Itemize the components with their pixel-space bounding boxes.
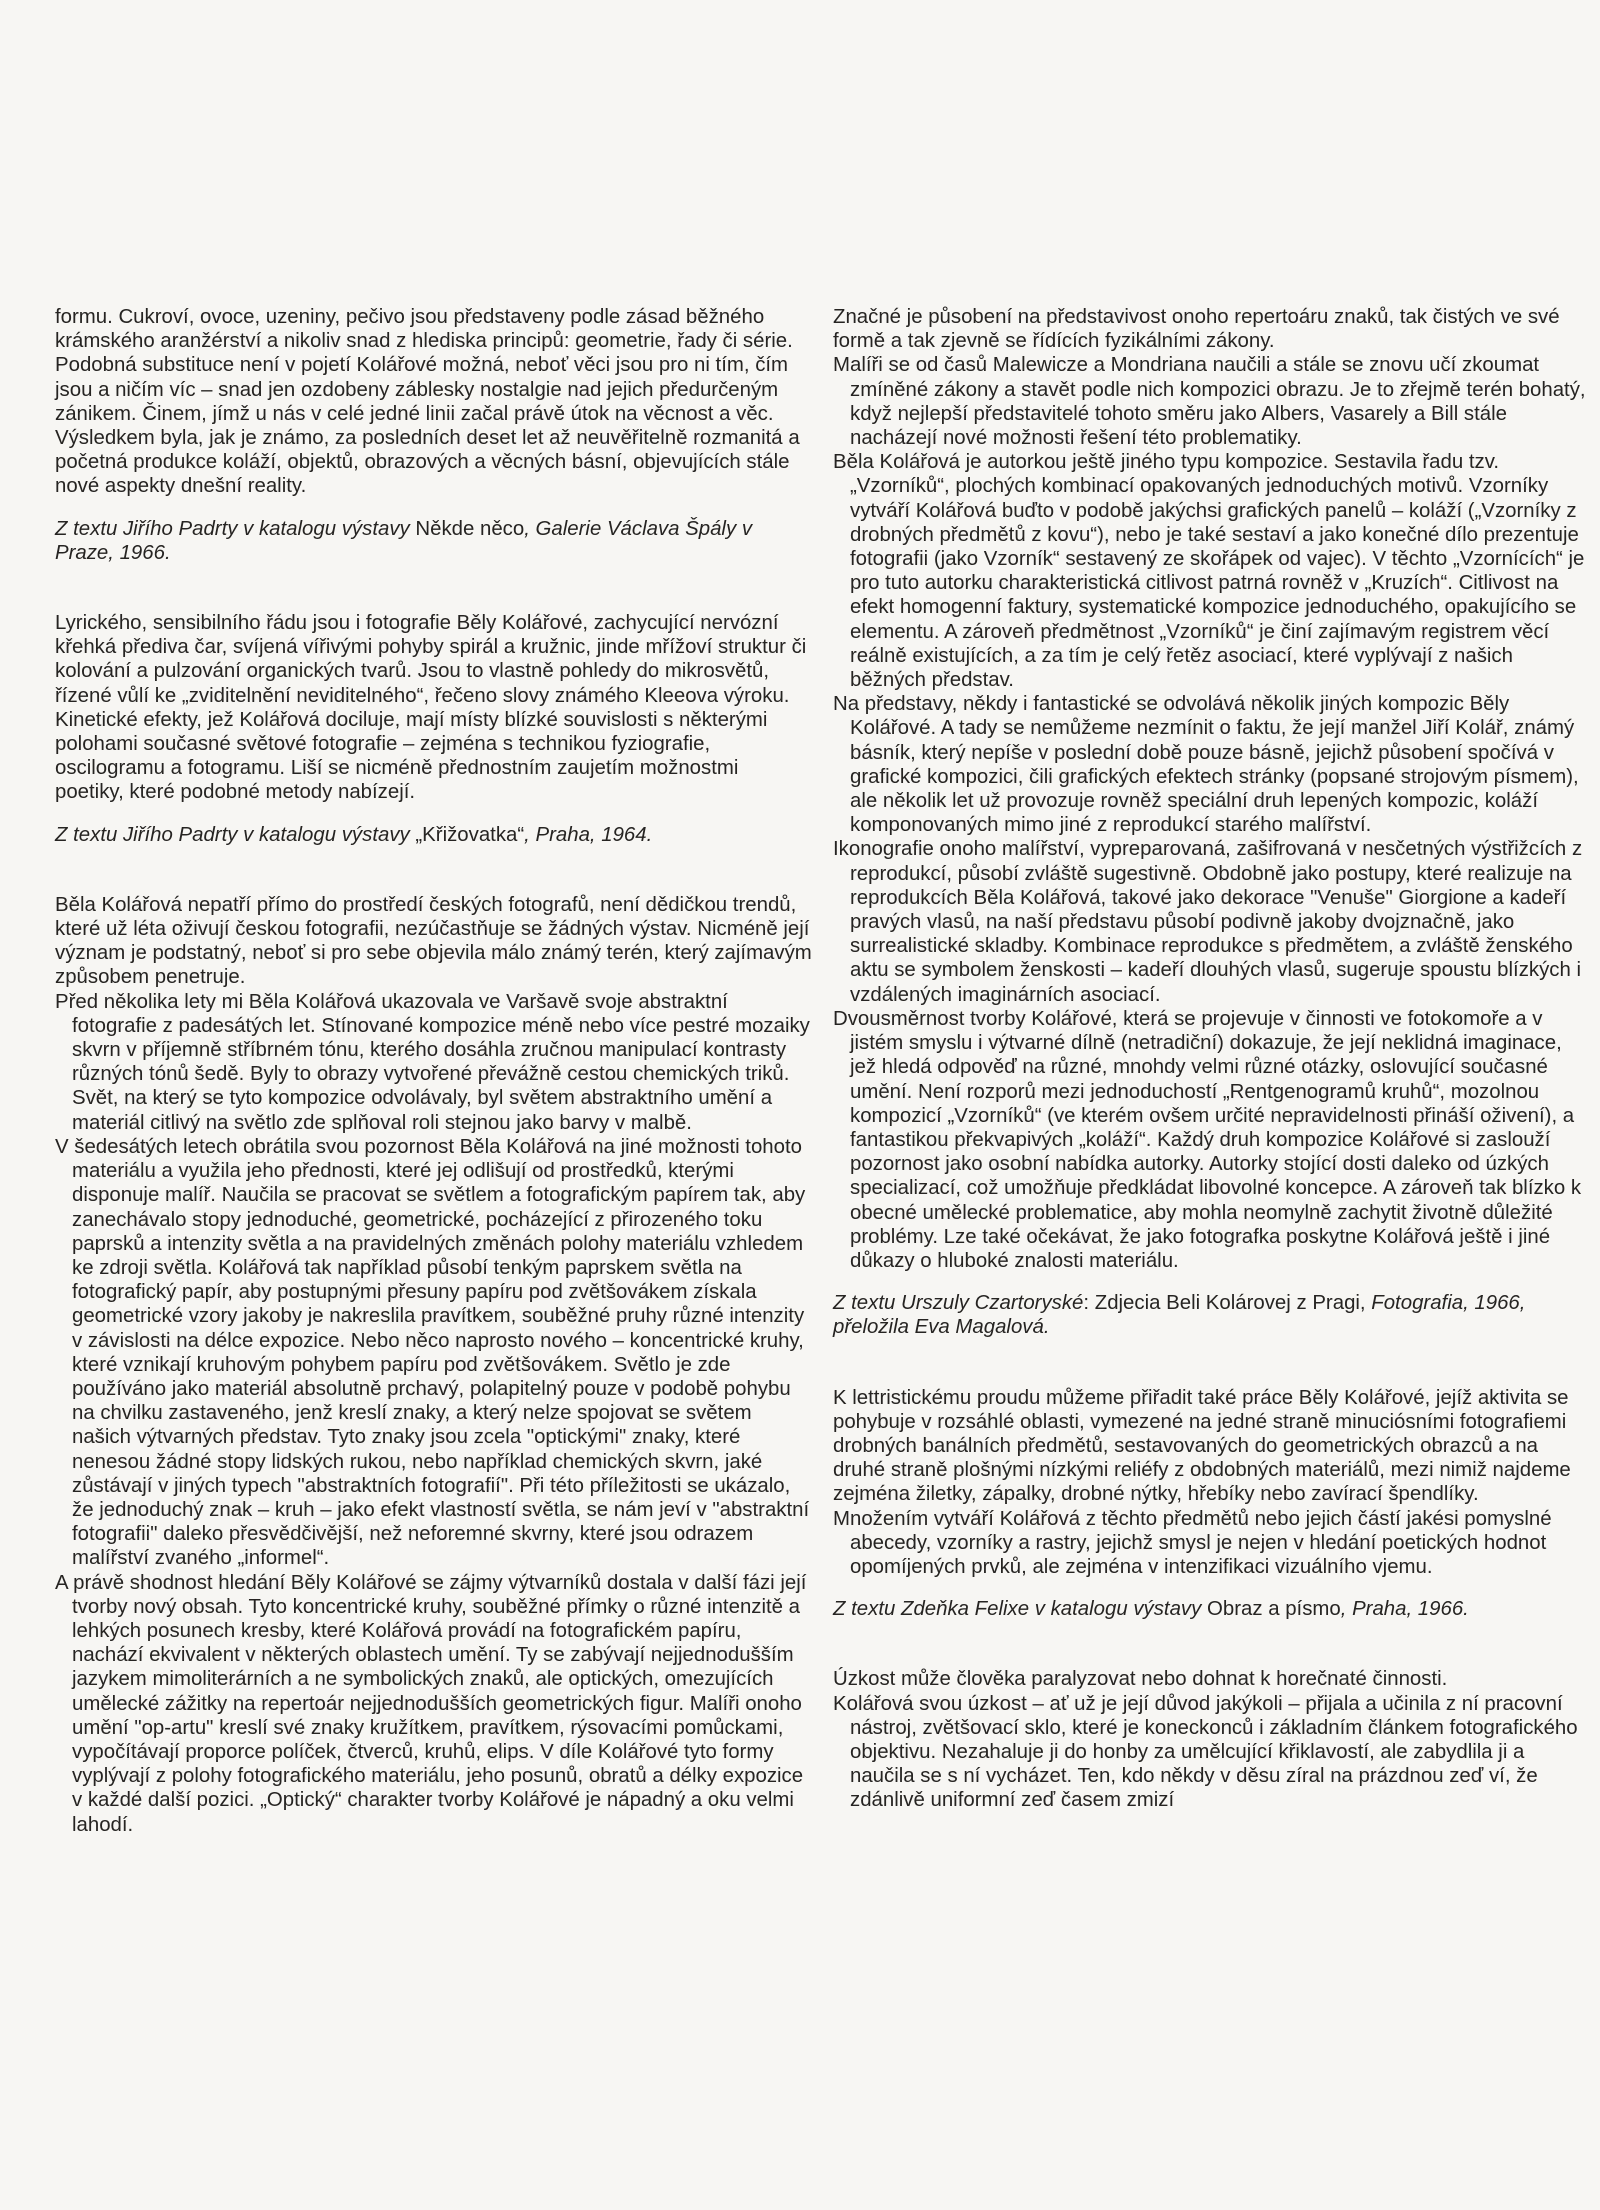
paragraph: Na představy, někdy i fantastické se odvolává několik jiných kompozic Běly Kolářové. A tady se nemůžeme nezmínit o faktu, že její manžel Jiří Kolář, známý básník, který nepíše v poslední době pouze básně, jejichž působení spočívá v grafické kompozici, čili grafických efektech stránky (popsané strojovým písmem), ale několik let už provozuje rovněž speciální druh lepených kompozic, koláží komponovaných mimo jiné z reprodukcí starého malířství. [833, 693, 1579, 837]
paragraph: Kolářová svou úzkost – ať už je její důvod jakýkoli – přijala a učinila z ní pracovní nástroj, zvětšovací sklo, které je koneckonců i základním článkem fotografického objektivu. Nezahaluje ji do honby za umělcující křiklavostí, ale zabydlila ji a naučila se s ní vycházet. Ten, kdo někdy v děsu zíral na prázdnou zeď ví, že zdánlivě uniformní zeď časem zmizí [833, 1692, 1578, 1812]
citation-pre: Z textu Urszuly Czartoryské [833, 1292, 1084, 1315]
citation-post: , Praha, 1966. [1340, 1598, 1469, 1621]
paragraph: Malíři se od časů Malewicze a Mondriana naučili a stále se znovu učí zkoumat zmíněné zákony a stavět podle nich kompozici obrazu. Je to zřejmě terén bohatý, když nejlepší představitelé tohoto směru jako Albers, Vasarely a Bill stále nacházejí nové možnosti řešení této problematiky. [833, 354, 1586, 450]
paragraph: A právě shodnost hledání Běly Kolářové se zájmy výtvarníků dostala v další fázi její tvorby nový obsah. Tyto koncentrické kruhy, souběžné přímky o různé intenzitě a lehkých posunech kresby, které Kolářová provádí na fotografickém papíru, nachází ekvivalent v některých oblastech umění. Ty se zabývají nejjednodušším jazykem mimoliterárních a ne symbolických znaků, ale optických, omezujících umělecké zážitky na repertoár nejjednodušších geometrických figur. Malíři onoho umění "op-artu" kreslí své znaky kružítkem, pravítkem, rýsovacími pomůckami, vypočítávají proporce políček, čtverců, kruhů, elips. V díle Kolářové tyto formy vyplývají z polohy fotografického materiálu, jeho posunů, obratů a délky expozice v každé další pozici. „Optický“ charakter tvorby Kolářové je nápadný a oku velmi lahodí. [55, 1571, 807, 1836]
citation-pre: Z textu Jiřího Padrty v katalogu výstavy [55, 517, 416, 540]
citation-post: Fotografia, 1966, přeložila Eva Magalová. [833, 1292, 1526, 1339]
text-block-2 [833, 1386, 1591, 1580]
citation [55, 517, 812, 565]
citation-title: „Křižovatka“ [415, 823, 525, 846]
citation-post: , Galerie Václava Špály v Praze, 1966. [55, 517, 753, 564]
paragraph: Lyrického, sensibilního řádu jsou i fotografie Běly Kolářové, zachycující nervózní křehká předivа čar, svíjená vířivými pohyby spirál a kružnic, jinde mřížoví struktur či kolování a pulzování organických tvarů. Jsou to vlastně pohledy do mikrosvětů, řízené vůlí ke „zviditelnění neviditelného“, řečeno slovy známého Kleeova výroku. Kinetické efekty, jež Kolářová dociluje, mají místy blízké souvislosti s některými polohami současné světové fotografie – zejména s technikou fyziografie, oscilogramu a fotogramu. Liší se nicméně přednostním zaujetím možnostmi poetiky, které podobné metody nabízejí. [55, 612, 807, 804]
paragraph: Ikonografie onoho malířství, vypreparovaná, zašifrovaná v nesčetných výstřižcích z reprodukcí, působí zvláště sugestivně. Obdobně jako postupy, které realizuje na reprodukcích Běla Kolářová, takové jako dekorace "Venuše" Giorgione a kadeří pravých vlasů, na naší představu působí podivně jakoby dvojznačně, jako surrealistické skladby. Kombinace reprodukce s předmětem, a zvláště ženského aktu se symbolem ženskosti – kadeří dlouhých vlasů, sugeruje spoustu blízkých i vzdálených imaginárních asociací. [833, 838, 1583, 1006]
citation [833, 1291, 1591, 1339]
paragraph: Úzkost může člověka paralyzovat nebo dohnat k horečnaté činnosti. [833, 1668, 1448, 1691]
citation-title: : Zdjecia Beli Kolárovej z Pragi, [1083, 1292, 1372, 1315]
text-block-1 [833, 305, 1591, 1273]
text-block-3 [833, 1667, 1591, 1812]
citation-post: , Praha, 1964. [524, 823, 653, 846]
paragraph: Značné je působení na představivost onoho repertoáru znaků, tak čistých ve své formě a tak zjevně se řídících fyzikálními zákony. [833, 306, 1560, 353]
right-column [833, 305, 1591, 1813]
text-block-1 [55, 305, 812, 499]
citation-title: Obraz a písmo [1207, 1598, 1341, 1621]
citation-title: Někde něco [415, 517, 525, 540]
citation-pre: Z textu Zdeňka Felixe v katalogu výstavy [833, 1598, 1207, 1621]
paragraph: Běla Kolářová je autorkou ještě jiného typu kompozice. Sestavila řadu tzv. „Vzorníků“, plochých kombinací opakovaných jednoduchých motivů. Vzorníky vytváří Kolářová buďto v podobě jakýchsi grafických panelů – koláží („Vzorníky z drobných předmětů z kovu“), nebo je také sestaví a jako konečné dílo prezentuje fotografii (jako Vzorník“ sestavený ze skořápek od vajec). V těchto „Vzornících“ je pro tuto autorku charakteristická citlivost patrná rovněž v „Kruzích“. Citlivost na efekt homogenní faktury, systematické kompozice jednoduchého, opakujícího se elementu. A zároveň předmětnost „Vzorníků“ je činí zajímavým registrem věcí reálně existujících, a za tím je celý řetěz asociací, které vyplývají z našich běžných představ. [833, 451, 1585, 692]
citation-pre: Z textu Jiřího Padrty v katalogu výstavy [55, 823, 416, 846]
paragraph: Běla Kolářová nepatří přímo do prostředí českých fotografů, není dědičkou trendů, které už léta oživují českou fotografii, nezúčastňuje se žádných výstav. Nicméně její význam je podstatný, neboť si pro sebe objevila málo známý terén, který zajímavým způsobem penetruje. [55, 893, 812, 989]
text-block-3 [55, 893, 812, 1837]
paragraph: Dvousměrnost tvorby Kolářové, která se projevuje v činnosti ve fotokomoře a v jistém smyslu i výtvarné dílně (netradiční) dokazuje, že její neklidná imaginace, jež hledá odpověď na různé, mnohdy velmi různé otázky, oslovující současné umění. Není rozporů mezi jednoduchostí „Rentgenogramů kruhů“, mozolnou kompozicí „Vzorníků“ (ve kterém ovšem určité nepravidelnosti přináší oživení), a fantastikou překvapivých „koláží“. Každý druh kompozice Kolářové si zaslouží pozornost jako osobní nabídka autorky. Autorky stojící dosti daleko od úzkých specializací, což umožňuje předkládat libovolné koncepce. A zároveň tak blízko k obecné umělecké problematice, aby mohla neomylně zachytit životně důležité problémy. Lze také očekávat, že jako fotografka poskytne Kolářová ještě i jiné důkazy o hluboké znalosti materiálu. [833, 1007, 1582, 1272]
paragraph: Množením vytváří Kolářová z těchto předmětů nebo jejich částí jakési pomyslné abecedy, vzorníky a rastry, jejichž smysl je nejen v hledání poetických hodnot opomíjených prvků, ale zejména v intenzifikaci vizuálního vjemu. [833, 1507, 1552, 1578]
paragraph: Před několika lety mi Běla Kolářová ukazovala ve Varšavě svoje abstraktní fotografie z padesátých let. Stínované kompozice méně nebo více pestré mozaiky skvrn v příjemně stříbrném tónu, kterého dosáhla zručnou manipulací kontrasty různých tónů šedě. Byly to obrazy vytvořené převážně cestou chemických triků. Svět, na který se tyto kompozice odvolávaly, byl světem abstraktního umění a materiál citlivý na světlo zde splňoval roli stejnou jako barvy v malbě. [55, 990, 810, 1134]
paragraph: V šedesátých letech obrátila svou pozornost Běla Kolářová na jiné možnosti tohoto materiálu a využila jeho přednosti, které jej odlišují od prostředků, kterými disponuje malíř. Naučila se pracovat se světlem a fotografickým papírem tak, aby zanechávalo stopy jednoduché, geometrické, pocházející z přirozeného toku paprsků a intenzity světla a na pravidelných změnách polohy materiálu vzhledem ke zdroji světla. Kolářová tak například působí tenkým paprskem světla na fotografický papír, aby postupnými přesuny papíru pod zvětšovákem získala geometrické vzory jakoby je nakreslila pravítkem, souběžné pruhy různé intenzity v závislosti na délce expozice. Nebo něco naprosto nového – koncentrické kruhy, které vznikají kruhovým pohybem papíru pod zvětšovákem. Světlo je zde používáno jako materiál absolutně prchavý, polapitelný pouze v podobě pohybu na chvilku zastaveného, jenž kreslí znaky, a který nelze spojovat se světem našich výtvarných představ. Tyto znaky jsou zcela "optickými" znaky, které nenesou žádné stopy lidských rukou, nebo například chemických skvrn, jaké zůstávají v jiných typech "abstraktních fotografií". Při této příležitosti se ukázalo, že jednoduchý znak – kruh – jako efekt vlastností světla, se nám jeví v "abstraktní fotografii" daleko přesvědčivější, než neforemné skvrny, které jsou odrazem malířství zvaného „informel“. [55, 1135, 810, 1570]
left-column [55, 305, 812, 1837]
citation [833, 1597, 1591, 1621]
paragraph: K lettristickému proudu můžeme přiřadit také práce Běly Kolářové, jejíž aktivita se pohybuje v rozsáhlé oblasti, vymezené na jedné straně minuciósními fotografiemi drobných banálních předmětů, sestavovaných do geometrických obrazců a na druhé straně plošnými nízkými reliéfy z obdobných materiálů, mezi nimiž najdeme zejména žiletky, zápalky, drobné nýtky, hřebíky nebo zavírací špendlíky. [833, 1386, 1571, 1506]
citation [55, 823, 812, 847]
paragraph: formu. Cukroví, ovoce, uzeniny, pečivo jsou představeny podle zásad běžného krámského aranžérství a nikoliv snad z hlediska principů: geometrie, řady či série. Podobná substituce není v pojetí Kolářové možná, neboť věci jsou pro ni tím, čím jsou a ničím víc – snad jen ozdobeny záblesky nostalgie nad jejich předurčeným zánikem. Činem, jímž u nás v celé jedné linii začal právě útok na věcnost a věc. Výsledkem byla, jak je známo, za posledních deset let až neuvěřitelně rozmanitá a početná produkce koláží, objektů, obrazových a věcných básní, objevujících stále nové aspekty dnešní reality. [55, 306, 800, 498]
text-block-2 [55, 611, 812, 805]
